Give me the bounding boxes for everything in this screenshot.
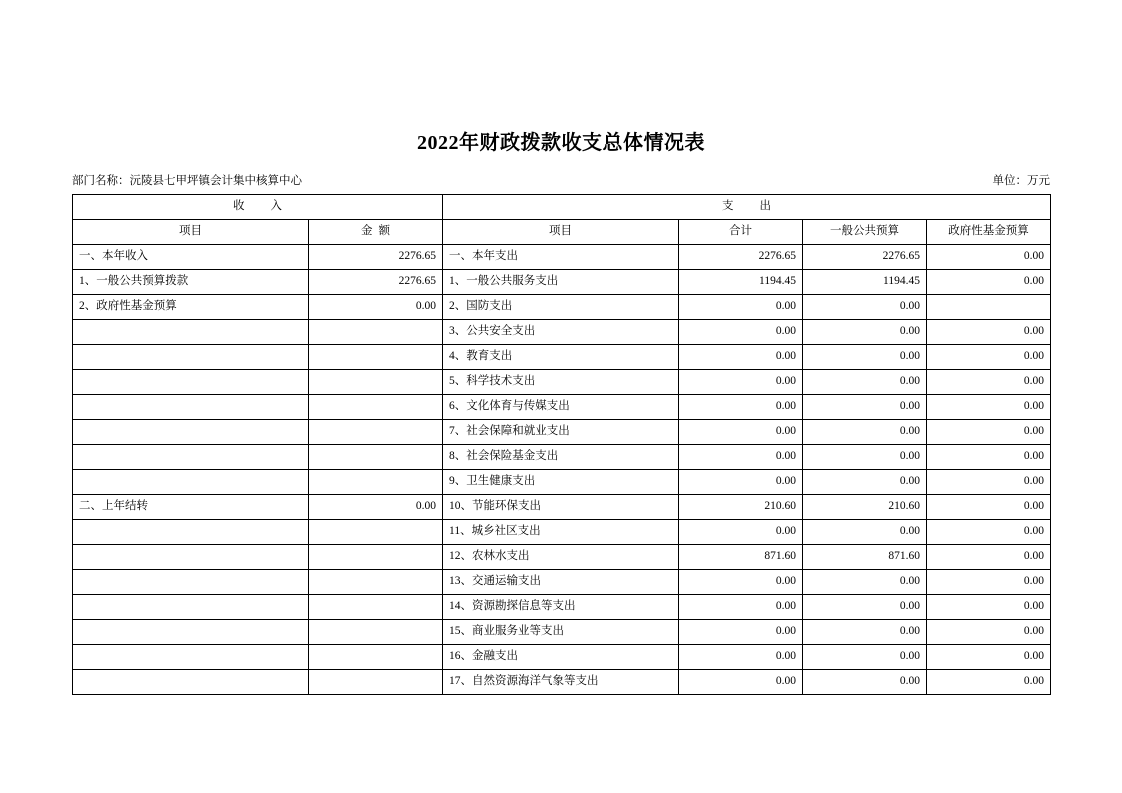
table-row bbox=[73, 395, 1051, 420]
expense-general: 0.00 bbox=[803, 445, 927, 470]
col-header-expense-item: 项目 bbox=[443, 220, 679, 245]
expense-total: 871.60 bbox=[679, 545, 803, 570]
income-amount bbox=[309, 420, 443, 445]
expense-fund: 0.00 bbox=[927, 570, 1051, 595]
expense-total: 0.00 bbox=[679, 670, 803, 695]
expense-fund bbox=[927, 295, 1051, 320]
income-item bbox=[73, 445, 309, 470]
expense-total: 0.00 bbox=[679, 345, 803, 370]
income-amount: 0.00 bbox=[309, 295, 443, 320]
expense-total: 0.00 bbox=[679, 645, 803, 670]
income-item bbox=[73, 320, 309, 345]
expense-general: 2276.65 bbox=[803, 245, 927, 270]
table-row bbox=[73, 595, 1051, 620]
expense-item: 16、金融支出 bbox=[443, 645, 679, 670]
expense-general: 0.00 bbox=[803, 420, 927, 445]
table-row bbox=[73, 670, 1051, 695]
income-amount: 2276.65 bbox=[309, 245, 443, 270]
expense-total: 0.00 bbox=[679, 320, 803, 345]
table-row bbox=[73, 470, 1051, 495]
expense-total: 0.00 bbox=[679, 620, 803, 645]
expense-item: 3、公共安全支出 bbox=[443, 320, 679, 345]
income-amount bbox=[309, 670, 443, 695]
table-row bbox=[73, 520, 1051, 545]
income-amount bbox=[309, 645, 443, 670]
table-row bbox=[73, 420, 1051, 445]
expense-item: 17、自然资源海洋气象等支出 bbox=[443, 670, 679, 695]
group-header-income: 收入 bbox=[73, 195, 443, 220]
col-header-expense-total: 合计 bbox=[679, 220, 803, 245]
expense-general: 0.00 bbox=[803, 520, 927, 545]
table-row bbox=[73, 320, 1051, 345]
expense-total: 210.60 bbox=[679, 495, 803, 520]
expense-fund: 0.00 bbox=[927, 545, 1051, 570]
expense-general: 0.00 bbox=[803, 395, 927, 420]
expense-general: 210.60 bbox=[803, 495, 927, 520]
income-amount bbox=[309, 345, 443, 370]
page-title: 2022年财政拨款收支总体情况表 bbox=[417, 132, 705, 154]
table-row bbox=[73, 570, 1051, 595]
document-meta bbox=[72, 172, 1050, 188]
expense-fund: 0.00 bbox=[927, 445, 1051, 470]
income-item bbox=[73, 395, 309, 420]
col-header-income-item: 项目 bbox=[73, 220, 309, 245]
expense-general: 0.00 bbox=[803, 620, 927, 645]
budget-table bbox=[72, 194, 1051, 695]
expense-general: 1194.45 bbox=[803, 270, 927, 295]
income-item bbox=[73, 595, 309, 620]
expense-fund: 0.00 bbox=[927, 495, 1051, 520]
table-row bbox=[73, 270, 1051, 295]
income-item bbox=[73, 545, 309, 570]
expense-general: 0.00 bbox=[803, 295, 927, 320]
expense-general: 0.00 bbox=[803, 570, 927, 595]
expense-total: 0.00 bbox=[679, 295, 803, 320]
expense-item: 4、教育支出 bbox=[443, 345, 679, 370]
table-column-header-row bbox=[73, 220, 1051, 245]
table-row bbox=[73, 495, 1051, 520]
expense-fund: 0.00 bbox=[927, 620, 1051, 645]
expense-general: 0.00 bbox=[803, 345, 927, 370]
expense-total: 0.00 bbox=[679, 445, 803, 470]
unit-label: 单位：万元 bbox=[992, 175, 1050, 187]
income-amount bbox=[309, 570, 443, 595]
expense-item: 一、本年支出 bbox=[443, 245, 679, 270]
income-item bbox=[73, 620, 309, 645]
income-amount bbox=[309, 395, 443, 420]
col-header-expense-fund: 政府性基金预算 bbox=[927, 220, 1051, 245]
expense-total: 0.00 bbox=[679, 520, 803, 545]
table-row bbox=[73, 645, 1051, 670]
expense-item: 13、交通运输支出 bbox=[443, 570, 679, 595]
expense-total: 0.00 bbox=[679, 395, 803, 420]
income-amount bbox=[309, 445, 443, 470]
col-header-income-amount: 金额 bbox=[309, 220, 443, 245]
expense-item: 14、资源勘探信息等支出 bbox=[443, 595, 679, 620]
expense-fund: 0.00 bbox=[927, 470, 1051, 495]
income-item: 2、政府性基金预算 bbox=[73, 295, 309, 320]
income-amount: 2276.65 bbox=[309, 270, 443, 295]
expense-general: 0.00 bbox=[803, 670, 927, 695]
expense-item: 15、商业服务业等支出 bbox=[443, 620, 679, 645]
income-item bbox=[73, 520, 309, 545]
income-item: 一、本年收入 bbox=[73, 245, 309, 270]
expense-general: 0.00 bbox=[803, 595, 927, 620]
expense-total: 2276.65 bbox=[679, 245, 803, 270]
expense-general: 0.00 bbox=[803, 470, 927, 495]
department-label: 部门名称： bbox=[72, 175, 130, 187]
table-group-header-row bbox=[73, 195, 1051, 220]
expense-item: 9、卫生健康支出 bbox=[443, 470, 679, 495]
expense-general: 871.60 bbox=[803, 545, 927, 570]
income-item: 1、一般公共预算拨款 bbox=[73, 270, 309, 295]
expense-general: 0.00 bbox=[803, 645, 927, 670]
expense-fund: 0.00 bbox=[927, 595, 1051, 620]
expense-total: 0.00 bbox=[679, 420, 803, 445]
group-header-expense: 支出 bbox=[443, 195, 1051, 220]
department-name: 沅陵县七甲坪镇会计集中核算中心 bbox=[129, 175, 302, 187]
expense-item: 8、社会保险基金支出 bbox=[443, 445, 679, 470]
income-amount bbox=[309, 620, 443, 645]
expense-item: 1、一般公共服务支出 bbox=[443, 270, 679, 295]
income-item bbox=[73, 370, 309, 395]
income-amount bbox=[309, 320, 443, 345]
expense-item: 5、科学技术支出 bbox=[443, 370, 679, 395]
income-item bbox=[73, 570, 309, 595]
expense-item: 11、城乡社区支出 bbox=[443, 520, 679, 545]
expense-fund: 0.00 bbox=[927, 345, 1051, 370]
expense-general: 0.00 bbox=[803, 370, 927, 395]
expense-fund: 0.00 bbox=[927, 645, 1051, 670]
expense-total: 0.00 bbox=[679, 370, 803, 395]
table-row bbox=[73, 620, 1051, 645]
income-amount bbox=[309, 545, 443, 570]
expense-fund: 0.00 bbox=[927, 245, 1051, 270]
income-amount bbox=[309, 470, 443, 495]
income-item bbox=[73, 645, 309, 670]
income-item: 二、上年结转 bbox=[73, 495, 309, 520]
income-amount bbox=[309, 520, 443, 545]
table-row bbox=[73, 345, 1051, 370]
expense-total: 0.00 bbox=[679, 470, 803, 495]
expense-item: 6、文化体育与传媒支出 bbox=[443, 395, 679, 420]
expense-fund: 0.00 bbox=[927, 370, 1051, 395]
expense-total: 0.00 bbox=[679, 595, 803, 620]
expense-fund: 0.00 bbox=[927, 670, 1051, 695]
expense-item: 2、国防支出 bbox=[443, 295, 679, 320]
table-row bbox=[73, 245, 1051, 270]
table-row bbox=[73, 295, 1051, 320]
expense-item: 12、农林水支出 bbox=[443, 545, 679, 570]
table-row bbox=[73, 445, 1051, 470]
table-row bbox=[73, 545, 1051, 570]
expense-total: 1194.45 bbox=[679, 270, 803, 295]
income-item bbox=[73, 345, 309, 370]
expense-fund: 0.00 bbox=[927, 320, 1051, 345]
income-amount bbox=[309, 595, 443, 620]
table-row bbox=[73, 370, 1051, 395]
income-item bbox=[73, 420, 309, 445]
expense-item: 7、社会保障和就业支出 bbox=[443, 420, 679, 445]
expense-total: 0.00 bbox=[679, 570, 803, 595]
expense-fund: 0.00 bbox=[927, 270, 1051, 295]
expense-fund: 0.00 bbox=[927, 395, 1051, 420]
department-info bbox=[72, 172, 302, 188]
expense-fund: 0.00 bbox=[927, 420, 1051, 445]
expense-fund: 0.00 bbox=[927, 520, 1051, 545]
income-item bbox=[73, 670, 309, 695]
income-amount bbox=[309, 370, 443, 395]
col-header-expense-general: 一般公共预算 bbox=[803, 220, 927, 245]
expense-item: 10、节能环保支出 bbox=[443, 495, 679, 520]
income-item bbox=[73, 470, 309, 495]
expense-general: 0.00 bbox=[803, 320, 927, 345]
income-amount: 0.00 bbox=[309, 495, 443, 520]
